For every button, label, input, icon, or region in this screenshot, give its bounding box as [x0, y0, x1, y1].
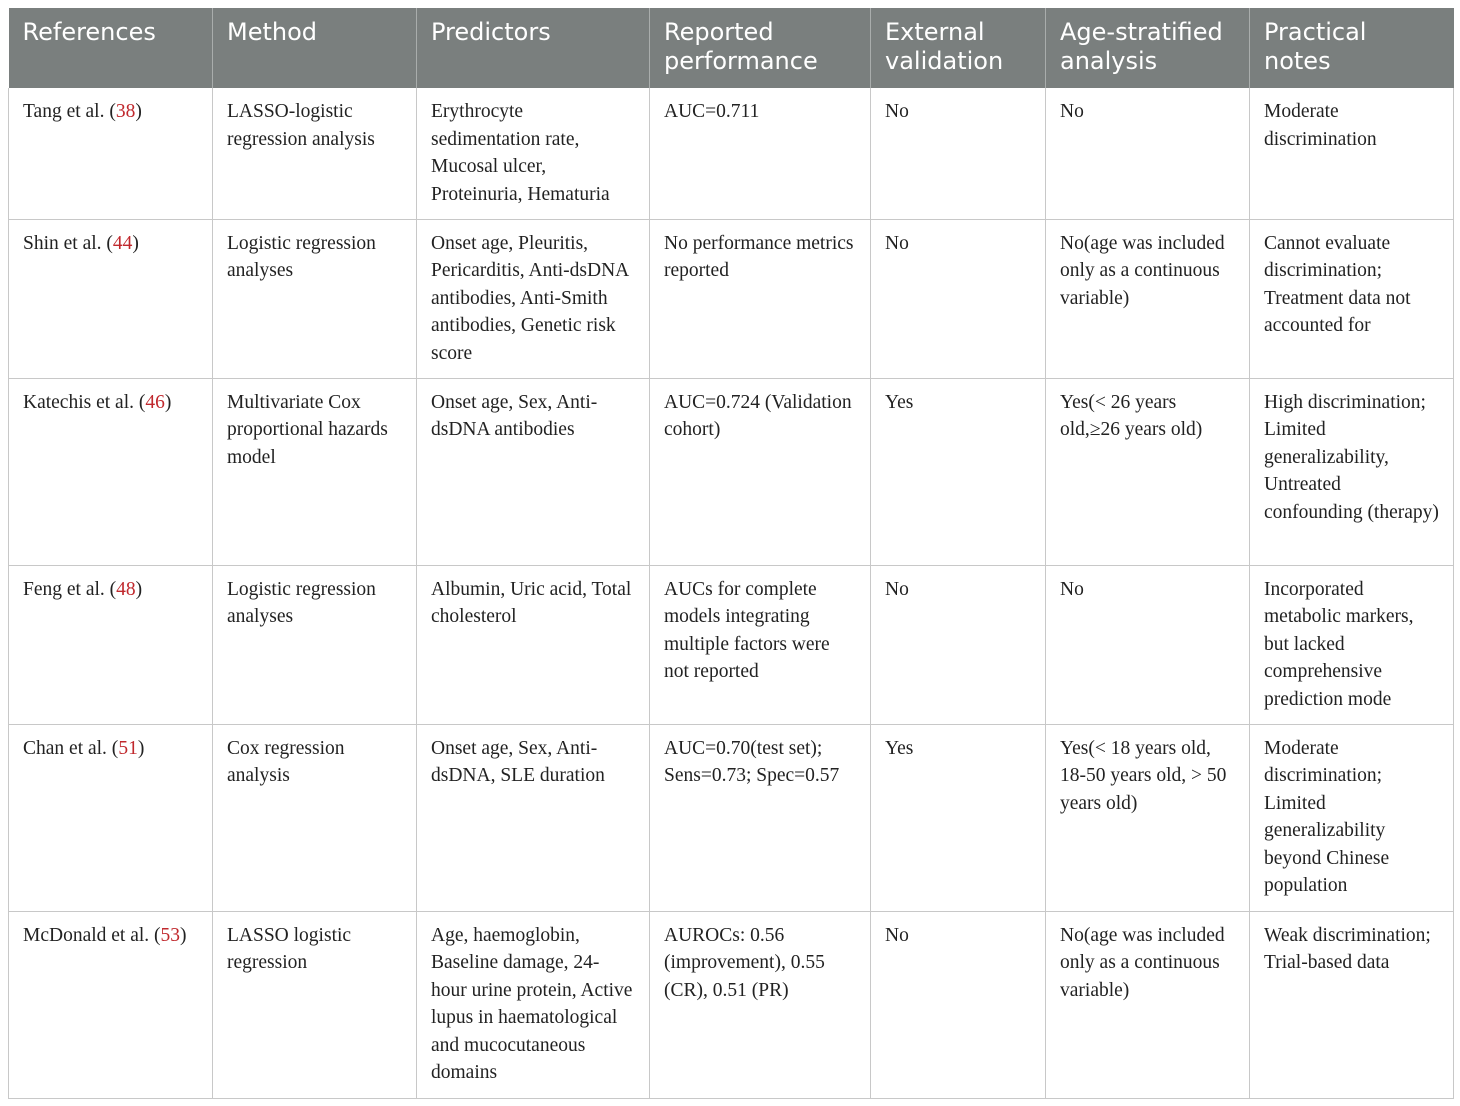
prediction-models-table	[8, 8, 1454, 1099]
cell-reference	[9, 565, 213, 724]
cell-external-validation: No	[871, 911, 1046, 1098]
ref-close: )	[164, 391, 172, 413]
cell-performance: No performance metrics reported	[650, 219, 871, 378]
table-row	[9, 219, 1454, 378]
cell-performance: AUROCs: 0.56 (improvement), 0.55 (CR), 0.51 (PR)	[650, 911, 871, 1098]
ref-citation-link[interactable]: 38	[115, 101, 136, 122]
ref-citation-link[interactable]: 51	[118, 737, 138, 759]
cell-age-stratified: Yes(< 18 years old, 18-50 years old, > 50 years old)	[1046, 724, 1250, 911]
table-row	[9, 565, 1454, 724]
cell-performance: AUC=0.711	[650, 88, 871, 219]
cell-reference	[9, 219, 213, 378]
cell-predictors: Albumin, Uric acid, Total cholesterol	[417, 565, 650, 724]
ref-author: Tang et al. (	[23, 101, 116, 122]
cell-method: Logistic regression analyses	[213, 219, 417, 378]
header-method: Method	[213, 8, 417, 88]
cell-external-validation: No	[871, 565, 1046, 724]
cell-external-validation: Yes	[871, 724, 1046, 911]
table-row	[9, 911, 1454, 1098]
ref-close: )	[137, 737, 145, 759]
cell-predictors: Erythrocyte sedimentation rate, Mucosal ulcer, Proteinuria, Hematuria	[417, 88, 650, 219]
cell-method: Logistic regression analyses	[213, 565, 417, 724]
cell-practical-notes: Cannot evaluate discrimination; Treatment data not accounted for	[1250, 219, 1454, 378]
cell-practical-notes: Moderate discrimination; Limited generalizability beyond Chinese population	[1250, 724, 1454, 911]
table-header	[9, 8, 1454, 88]
cell-practical-notes: High discrimination; Limited generalizability, Untreated confounding (therapy)	[1250, 378, 1454, 565]
ref-close: )	[135, 578, 143, 600]
cell-predictors: Onset age, Sex, Anti-dsDNA antibodies	[417, 378, 650, 565]
header-reported-performance: Reported performance	[650, 8, 871, 88]
ref-citation-link[interactable]: 44	[112, 232, 133, 254]
cell-practical-notes: Incorporated metabolic markers, but lacked comprehensive prediction mode	[1250, 565, 1454, 724]
cell-method: Multivariate Cox proportional hazards model	[213, 378, 417, 565]
ref-author: Shin et al. (	[23, 232, 113, 254]
cell-external-validation: No	[871, 219, 1046, 378]
cell-reference	[9, 911, 213, 1098]
header-practical-notes: Practical notes	[1250, 8, 1454, 88]
header-external-validation: External validation	[871, 8, 1046, 88]
cell-practical-notes: Moderate discrimination	[1250, 88, 1454, 219]
cell-practical-notes: Weak discrimination; Trial-based data	[1250, 911, 1454, 1098]
cell-external-validation: No	[871, 88, 1046, 219]
ref-author: Katechis et al. (	[23, 391, 146, 413]
prediction-models-table-container	[8, 8, 1453, 1099]
cell-age-stratified: No(age was included only as a continuous variable)	[1046, 219, 1250, 378]
cell-age-stratified: Yes(< 26 years old,≥26 years old)	[1046, 378, 1250, 565]
ref-author: Feng et al. (	[23, 578, 117, 600]
header-references: References	[9, 8, 213, 88]
cell-age-stratified: No(age was included only as a continuous variable)	[1046, 911, 1250, 1098]
cell-reference	[9, 378, 213, 565]
cell-predictors: Onset age, Sex, Anti-dsDNA, SLE duration	[417, 724, 650, 911]
cell-age-stratified: No	[1046, 565, 1250, 724]
ref-author: McDonald et al. (	[23, 924, 161, 946]
ref-citation-link[interactable]: 53	[160, 924, 181, 946]
cell-performance: AUCs for complete models integrating multiple factors were not reported	[650, 565, 871, 724]
header-age-stratified-analysis: Age-stratified analysis	[1046, 8, 1250, 88]
cell-reference	[9, 88, 213, 219]
cell-predictors: Age, haemoglobin, Baseline damage, 24-hour urine protein, Active lupus in haematological and mucocutaneous domains	[417, 911, 650, 1098]
cell-method: Cox regression analysis	[213, 724, 417, 911]
cell-performance: AUC=0.70(test set); Sens=0.73; Spec=0.57	[650, 724, 871, 911]
header-predictors: Predictors	[417, 8, 650, 88]
header-row	[9, 8, 1454, 88]
cell-method: LASSO logistic regression	[213, 911, 417, 1098]
table-body	[9, 88, 1454, 1098]
cell-predictors: Onset age, Pleuritis, Pericarditis, Anti-dsDNA antibodies, Anti-Smith antibodies, Genetic risk score	[417, 219, 650, 378]
table-row	[9, 724, 1454, 911]
table-row	[9, 88, 1454, 219]
cell-external-validation: Yes	[871, 378, 1046, 565]
table-row	[9, 378, 1454, 565]
cell-reference	[9, 724, 213, 911]
cell-performance: AUC=0.724 (Validation cohort)	[650, 378, 871, 565]
cell-method: LASSO-logistic regression analysis	[213, 88, 417, 219]
ref-citation-link[interactable]: 46	[145, 391, 165, 413]
ref-citation-link[interactable]: 48	[116, 578, 136, 600]
ref-close: )	[180, 924, 187, 946]
ref-author: Chan et al. (	[23, 737, 119, 759]
cell-age-stratified: No	[1046, 88, 1250, 219]
ref-close: )	[132, 232, 139, 254]
ref-close: )	[135, 101, 142, 122]
